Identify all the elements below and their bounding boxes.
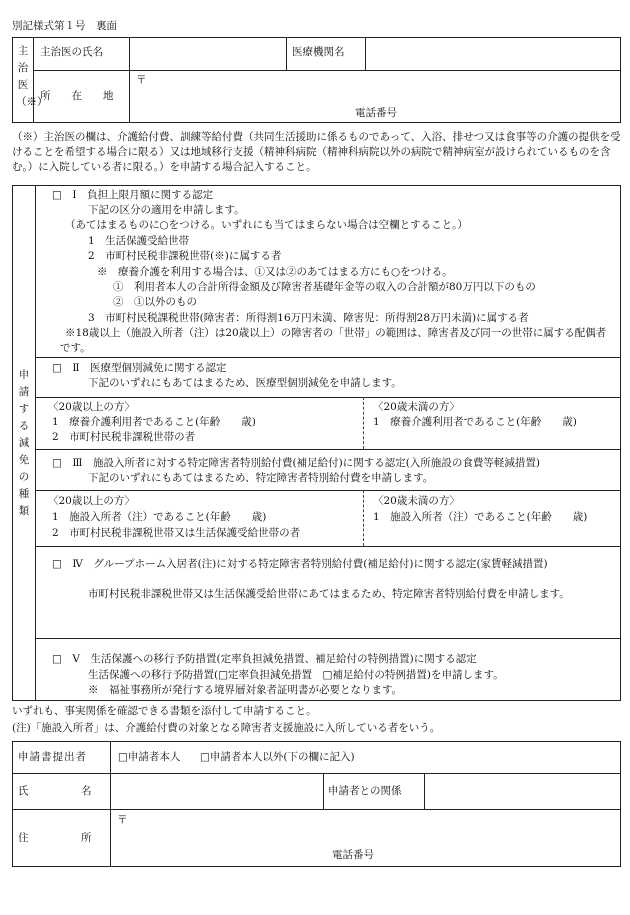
submitter-name-field[interactable] [113,776,320,806]
section-3-line: 下記のいずれにもあてはまるため、特定障害者特別給付費を申請します。 [88,472,434,484]
section-2-right-1[interactable]: 1 療養介護利用者であること(年齢 歳) [373,416,577,428]
section-1-suboption-1[interactable]: ① 利用者本人の合計所得金額及び障害者基礎年金等の収入の合計額が80万円以下のもの [113,281,536,293]
doctor-postal-mark: 〒 [136,74,147,86]
section-2-title[interactable]: □ Ⅱ 医療型個別減免に関する認定 [52,362,227,374]
reduction-types-side-label: 申請する減免の種類 [18,369,30,517]
section-4-title[interactable] [52,557,614,572]
relation-label: 申請者との関係 [328,785,402,797]
submitter-name-label: 氏 名 [18,785,92,797]
section-3-right-head: 〈20歳未満の方〉 [373,495,460,507]
section-2-left-head: 〈20歳以上の方〉 [48,401,135,413]
section-2-line: 下記のいずれにもあてはまるため、医療型個別減免を申請します。 [88,377,402,389]
section-1-option-1[interactable]: 1 生活保護受給世帯 [88,235,190,247]
submitter-address-label: 住 所 [18,832,92,844]
section-1-line: （あてはまるものに○をつける。いずれにも当てはまらない場合は空欄とすること。） [65,219,468,231]
submitter-postal-mark: 〒 [117,814,128,826]
section-1-line: 下記の区分の適用を申請します。 [88,204,245,216]
section-1-title[interactable]: □ Ⅰ 負担上限月額に関する認定 [52,189,214,201]
section-3-left-head: 〈20歳以上の方〉 [48,495,135,507]
section-2-right-head: 〈20歳未満の方〉 [373,401,460,413]
section-2-left-1[interactable]: 1 療養介護利用者であること(年齢 歳) [52,416,256,428]
submitter-opt-other[interactable]: □申請者本人以外(下の欄に記入) [200,751,355,763]
section-3-left-1[interactable]: 1 施設入所者（注）であること(年齢 歳) [52,511,267,523]
relation-field[interactable] [427,776,618,806]
doctor-phone-label: 電話番号 [355,107,397,119]
section-5-title[interactable]: □ Ⅴ 生活保護への移行予防措置(定率負担減免措置、補足給付の特例措置)に関する認定 [52,653,477,665]
doctor-note: （※）主治医の欄は、介護給付費、訓練等給付費（共同生活援助に係るものであって、入浴、排せつ又は食事等の介護の提供を受けることを希望する場合に限る）又は地域移行支援（精神科病院（精神科病院以外の病院で精神病室が設けられているものを含む。）に入院している者に限る。）を申請する場合記入すること。 [12,131,621,173]
doctor-name-field[interactable] [132,40,284,68]
section-1-option-3[interactable]: 3 市町村民税課税世帯(障害者：所得割16万円未満、障害児：所得割28万円未満)に属する者 [88,312,529,324]
section-5-note: ※ 福祉事務所が発行する境界層対象者証明書が必要となります。 [88,684,403,696]
submitter-label: 申請書提出者 [18,751,87,763]
section-1-note: ※18歳以上（施設入所者（注）は20歳以上）の障害者の「世帯」の範囲は、障害者及び同一の世帯に属する配偶者です。 [60,327,607,354]
section-3-right-1[interactable]: 1 施設入所者（注）であること(年齢 歳) [373,511,588,523]
institution-field[interactable] [368,40,618,68]
section-2-left-2[interactable]: 2 市町村民税非課税世帯の者 [52,431,196,443]
doctor-address-label: 所 在 地 [40,90,114,102]
note-facility-resident: (注)「施設入所者」は、介護給付費の対象となる障害者支援施設に入所している者をいう。 [12,722,441,734]
section-1-option-2[interactable]: 2 市町村民税非課税世帯(※)に属する者 [88,250,282,262]
section-3-title[interactable]: □ Ⅲ 施設入所者に対する特定障害者特別給付費(補足給付)に関する認定(入所施設の食費等軽減措置) [52,457,540,469]
section-3-left-2[interactable]: 2 市町村民税非課税世帯又は生活保護受給世帯の者 [52,527,301,539]
section-4-title-text: □ Ⅳ グループホーム入居者(注)に対する特定障害者特別給付費(補足給付)に関する認定(家賃軽減措置) [52,558,548,570]
section-4-line: 市町村民税非課税世帯又は生活保護受給世帯にあてはまるため、特定障害者特別給付費を申請します。 [88,588,570,600]
section-1-line: ※ 療養介護を利用する場合は、①又は②のあてはまる方にも○をつける。 [97,266,453,278]
submitter-opt-self[interactable]: □申請者本人 [118,751,181,763]
section-1-suboption-2[interactable]: ② ①以外のもの [113,296,197,308]
doctor-side-label: 主治医（※） [16,45,48,108]
doctor-name-label: 主治医の氏名 [40,46,103,58]
submitter-phone-label: 電話番号 [332,849,374,861]
section-5-options[interactable]: 生活保護への移行予防措置(□定率負担減免措置 □補足給付の特例措置)を申請します。 [88,669,504,681]
form-id: 別記様式第１号 裏面 [12,20,117,32]
institution-label: 医療機関名 [292,46,345,58]
note-attachments: いずれも、事実関係を確認できる書類を添付して申請すること。 [12,705,317,717]
